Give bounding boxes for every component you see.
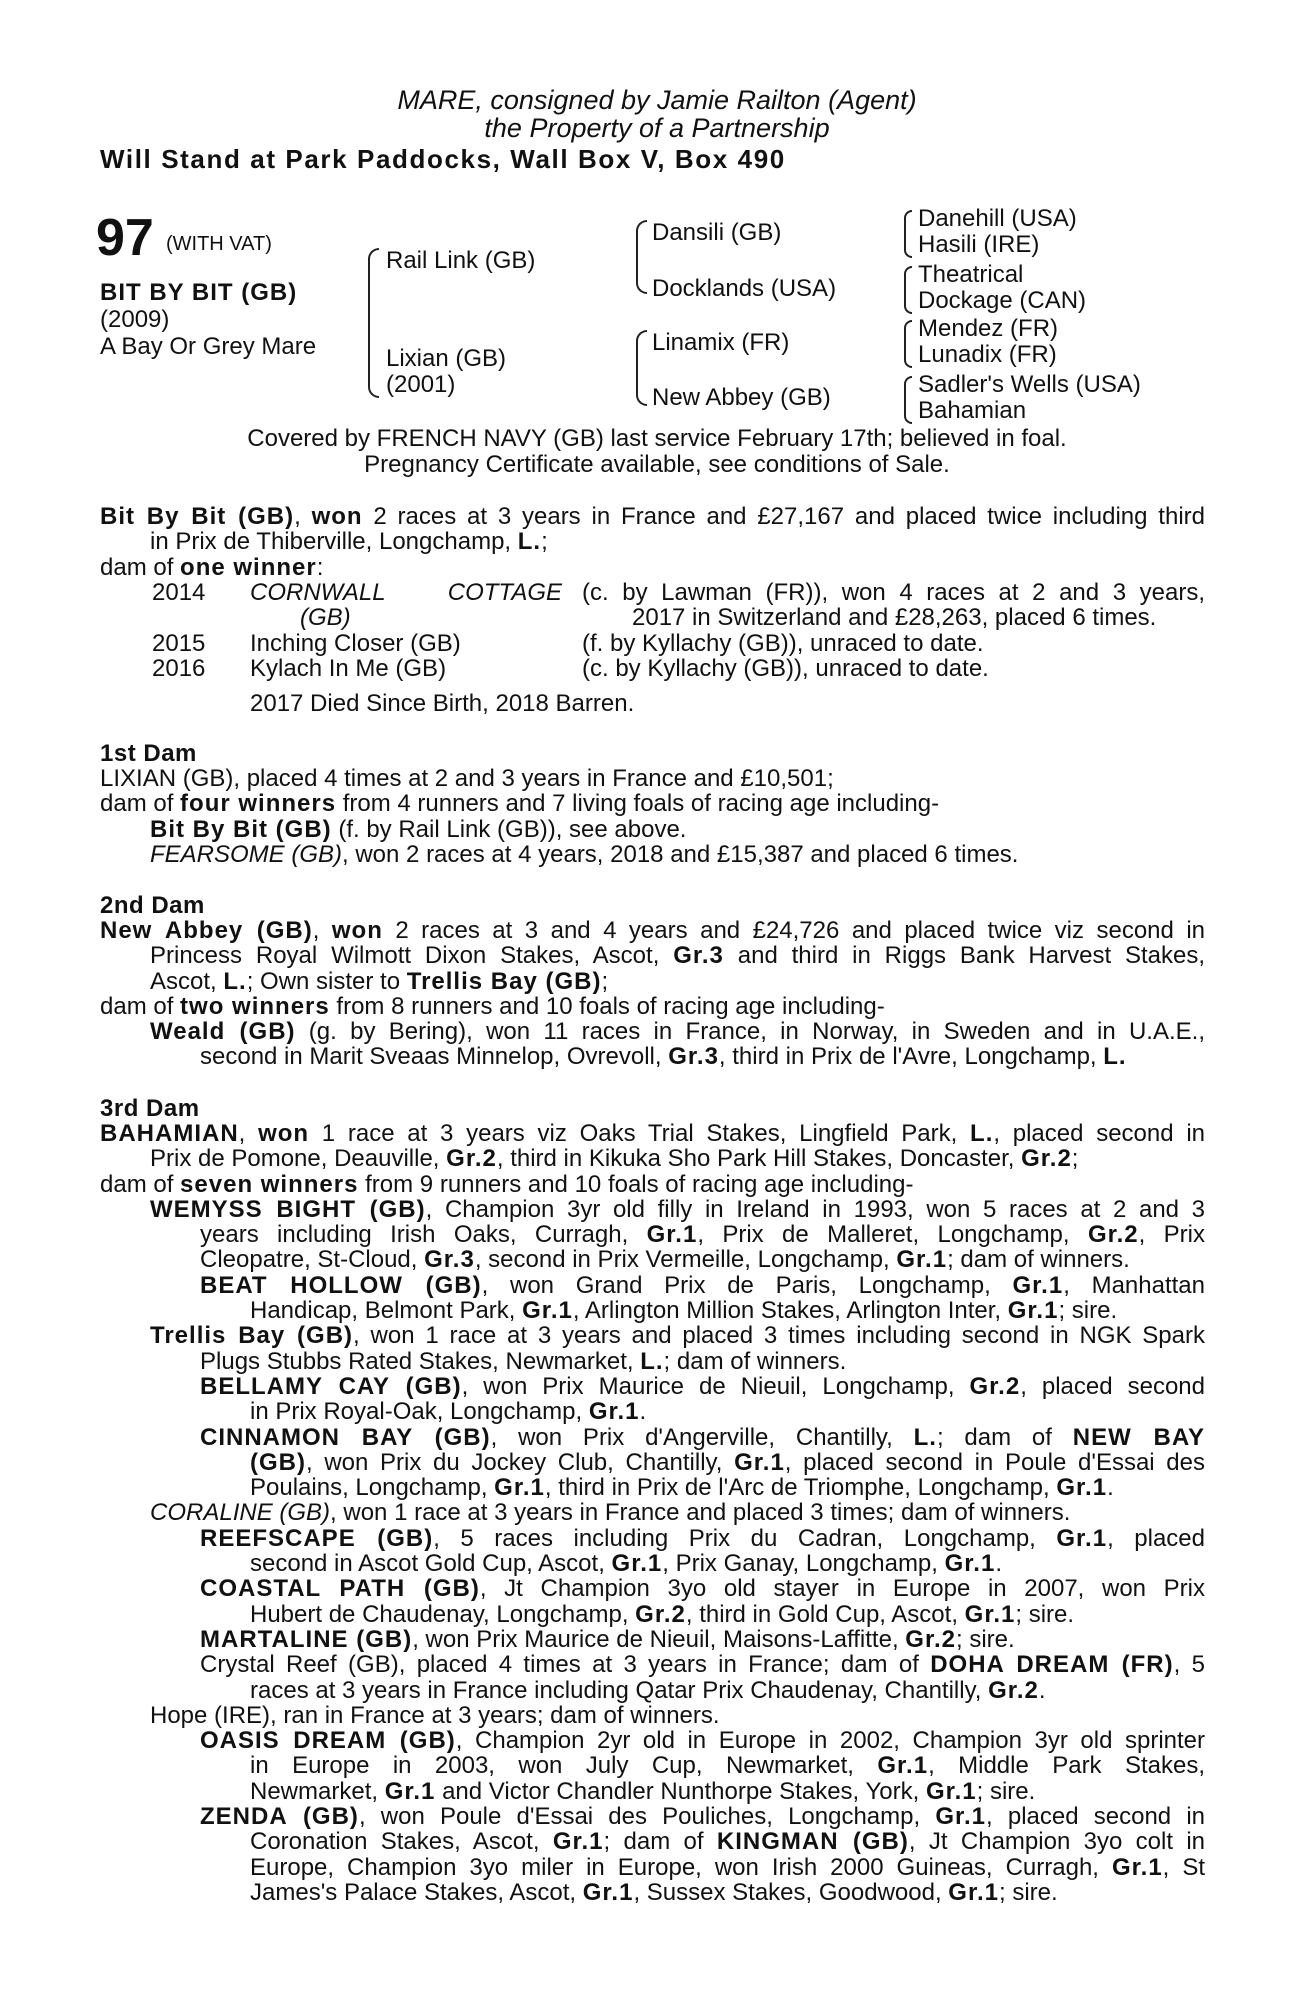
text: from 8 runners and 10 foals of racing age including-: [329, 992, 885, 1020]
text: and third in Riggs Bank Harvest Stakes,: [723, 942, 1206, 970]
produce-later: 2017 Died Since Birth, 2018 Barren.: [250, 690, 635, 717]
grade-label: Gr.3: [668, 1043, 719, 1071]
pedigree-g1: Danehill (USA): [918, 205, 1077, 232]
text: Ascot,: [150, 967, 224, 995]
text: dam of: [100, 992, 181, 1020]
third-dam-line: REEFSCAPE (GB), 5 races including Prix du Cadran, Longchamp, Gr.1, placed: [200, 1524, 1205, 1552]
pedigree-dam-dam: New Abbey (GB): [652, 384, 831, 411]
consignor-line: MARE, consigned by Jamie Railton (Agent): [397, 85, 917, 115]
punct: ;: [541, 528, 548, 556]
first-dam-line: LIXIAN (GB), placed 4 times at 2 and 3 years in France and £10,501;: [100, 765, 834, 792]
produce-details: (f. by Kyllachy (GB)), unraced to date.: [582, 630, 984, 657]
third-dam-line: Trellis Bay (GB), won 1 race at 3 years and placed 3 times including second in NGK Spark: [150, 1322, 1205, 1350]
pedigree-dam: Lixian (GB): [386, 345, 507, 372]
third-dam-line: ZENDA (GB), won Poule d'Essai des Pouliches, Longchamp, Gr.1, placed second in: [200, 1803, 1205, 1831]
produce-name-suffix: (GB): [300, 604, 351, 631]
third-dam-line: OASIS DREAM (GB), Champion 2yr old in Europe in 2002, Champion 3yr old sprinter: [200, 1727, 1206, 1755]
pedigree-g4: Dockage (CAN): [918, 287, 1087, 314]
lot-number: 97: [96, 209, 154, 267]
won-label: won: [311, 503, 363, 530]
second-dam-title: 2nd Dam: [100, 892, 205, 919]
produce-year: 2016: [152, 655, 206, 682]
third-dam-line: Crystal Reef (GB), placed 4 times at 3 years in France; dam of DOHA DREAM (FR), 5: [200, 1651, 1205, 1679]
third-dam-line: Hope (IRE), ran in France at 3 years; dam of winners.: [150, 1701, 720, 1729]
third-dam-line: in Europe in 2003, won July Cup, Newmarket, Gr.1, Middle Park Stakes,: [250, 1752, 1205, 1780]
pedigree-brace-dam: [636, 330, 647, 406]
winners-count: four winners: [180, 790, 337, 818]
pedigree-g2: Hasili (IRE): [918, 231, 1040, 258]
third-dam-line: Cleopatre, St-Cloud, Gr.3, second in Prix Vermeille, Longchamp, Gr.1; dam of winners.: [200, 1246, 1130, 1274]
pedigree-brace-g1: [904, 210, 912, 258]
third-dam-line: (GB), won Prix du Jockey Club, Chantilly, Gr.1, placed second in Poule d'Essai des: [250, 1448, 1206, 1476]
text: from 4 runners and 7 living foals of racing age including-: [336, 790, 940, 818]
sister-name: Trellis Bay (GB): [406, 967, 602, 995]
first-dam-text: [100, 766, 1205, 867]
mare-name: Bit By Bit (GB): [100, 503, 295, 530]
winners-count: two winners: [180, 992, 330, 1020]
pregnancy-line: Pregnancy Certificate available, see conditions of Sale.: [364, 451, 950, 478]
produce-name: CORNWALL COTTAGE: [250, 579, 562, 606]
pedigree-dam-year: (2001): [386, 371, 456, 398]
third-dam-line: Plugs Stubbs Rated Stakes, Newmarket, L.; dam of winners.: [200, 1347, 847, 1375]
horse-description: A Bay Or Grey Mare: [100, 333, 317, 360]
produce-name: Kylach In Me (GB): [250, 655, 447, 682]
text: ; Own sister to: [246, 967, 407, 995]
third-dam-line: COASTAL PATH (GB), Jt Champion 3yo old stayer in Europe in 2007, won Prix: [200, 1575, 1205, 1603]
third-dam-line: BEAT HOLLOW (GB), won Grand Prix de Paris, Longchamp, Gr.1, Manhattan: [200, 1271, 1206, 1299]
pedigree-g6: Lunadix (FR): [918, 341, 1057, 368]
pedigree-sire-sire: Dansili (GB): [652, 219, 782, 246]
third-dam-line: races at 3 years in France including Qatar Prix Chaudenay, Chantilly, Gr.2.: [250, 1676, 1046, 1704]
third-dam-line: James's Palace Stakes, Ascot, Gr.1, Sussex Stakes, Goodwood, Gr.1; sire.: [250, 1878, 1058, 1906]
produce-details-2: 2017 in Switzerland and £28,263, placed 6 times.: [632, 604, 1157, 631]
pedigree-dam-sire: Linamix (FR): [652, 329, 790, 356]
third-dam-line: years including Irish Oaks, Curragh, Gr.1, Prix de Malleret, Longchamp, Gr.2, Prix: [200, 1221, 1205, 1249]
third-dam-line: second in Ascot Gold Cup, Ascot, Gr.1, Prix Ganay, Longchamp, Gr.1.: [250, 1550, 1002, 1578]
text: dam of: [100, 790, 181, 818]
mare-record-text-2: in Prix de Thiberville, Longchamp,: [150, 528, 518, 556]
property-line: the Property of a Partnership: [484, 113, 830, 143]
text: , won 2 races at 4 years, 2018 and £15,387 and placed 6 times.: [342, 840, 1019, 868]
produce-year: 2015: [152, 630, 206, 657]
third-dam-line: MARTALINE (GB), won Prix Maurice de Nieuil, Maisons-Laffitte, Gr.2; sire.: [200, 1625, 1015, 1653]
punct: :: [316, 553, 324, 581]
third-dam-line: Prix de Pomone, Deauville, Gr.2, third in Kikuka Sho Park Hill Stakes, Doncaster, Gr.2;: [150, 1145, 1079, 1173]
third-dam-line: BELLAMY CAY (GB), won Prix Maurice de Nieuil, Longchamp, Gr.2, placed second: [200, 1372, 1205, 1400]
pedigree-brace-sire: [636, 220, 647, 294]
third-dam-line: BAHAMIAN, won 1 race at 3 years viz Oaks Trial Stakes, Lingfield Park, L., placed second in: [100, 1120, 1206, 1147]
produce-year: 2014: [152, 579, 206, 606]
third-dam-line: Hubert de Chaudenay, Longchamp, Gr.2, third in Gold Cup, Ascot, Gr.1; sire.: [250, 1600, 1075, 1628]
third-dam-text: [0, 1121, 1314, 1905]
horse-name: BIT BY BIT (GB): [100, 279, 298, 306]
pedigree-brace-g3: [904, 266, 912, 314]
produce-name: Inching Closer (GB): [250, 630, 461, 657]
pedigree-g5: Mendez (FR): [918, 315, 1059, 342]
winners-count: one winner: [180, 553, 317, 581]
produce-details: (c. by Kyllachy (GB)), unraced to date.: [582, 655, 989, 682]
text: Princess Royal Wilmott Dixon Stakes, Ascot,: [150, 942, 674, 970]
third-dam-line: Coronation Stakes, Ascot, Gr.1; dam of KINGMAN (GB), Jt Champion 3yo colt in: [250, 1828, 1206, 1856]
pedigree-brace-g5: [904, 320, 912, 368]
text: ;: [601, 967, 609, 995]
pedigree-sire: Rail Link (GB): [386, 247, 536, 274]
third-dam-line: in Prix Royal-Oak, Longchamp, Gr.1.: [250, 1398, 647, 1426]
progeny-name: FEARSOME (GB): [150, 840, 343, 868]
second-dam-text: New Abbey (GB), won 2 races at 3 and 4 years and £24,726 and placed twice viz second in Princess Royal Wilmott Dixon Stakes, Ascot, Gr.3 and third in Riggs Bank Harvest Stakes, Ascot, L.; Own sister to Trellis Bay (GB); dam of two winners from 8 runners and 10 foals of racing age including- Weald (GB) (g. by Bering), won 11 races in France, in Norway, in Sweden and in U.A.E., second in Marit Sveaas Minnelop, Ovrevoll, Gr.3, third in Prix de l'Avre, Longchamp, L.: [100, 917, 1206, 1071]
listed-label: L.: [517, 528, 542, 556]
pedigree-g7: Sadler's Wells (USA): [918, 371, 1141, 398]
third-dam-line: CINNAMON BAY (GB), won Prix d'Angerville, Chantilly, L.; dam of NEW BAY: [200, 1423, 1206, 1451]
progeny-name: Weald (GB): [150, 1018, 296, 1046]
won-label: won: [331, 917, 383, 944]
third-dam-line: Europe, Champion 3yo miler in Europe, won Irish 2000 Guineas, Curragh, Gr.1, St: [250, 1853, 1206, 1881]
grade-label: Gr.3: [673, 942, 724, 970]
text: 2 races at 3 and 4 years and £24,726 and placed twice viz second in: [382, 917, 1206, 944]
listed-label: L.: [223, 967, 247, 995]
text: (f. by Rail Link (GB)), see above.: [331, 815, 687, 843]
text: second in Marit Sveaas Minnelop, Ovrevoll,: [200, 1043, 669, 1071]
mare-record-text: 2 races at 3 years in France and £27,167 and placed twice including third: [362, 503, 1205, 530]
vat-note: (WITH VAT): [166, 233, 272, 255]
third-dam-title: 3rd Dam: [100, 1095, 200, 1122]
mare-record: Bit By Bit (GB), won 2 races at 3 years in France and £27,167 and placed twice including third in Prix de Thiberville, Longchamp, L.; dam of one winner:: [100, 503, 1205, 581]
third-dam-line: Poulains, Longchamp, Gr.1, third in Prix de l'Arc de Triomphe, Longchamp, Gr.1.: [250, 1474, 1114, 1502]
third-dam-line: Handicap, Belmont Park, Gr.1, Arlington Million Stakes, Arlington Inter, Gr.1; sire.: [250, 1297, 1118, 1325]
pedigree-brace-main: [368, 248, 379, 398]
pedigree-g8: Bahamian: [918, 397, 1027, 424]
progeny-name: Bit By Bit (GB): [150, 815, 332, 843]
dam-name: New Abbey (GB): [100, 917, 313, 944]
text: (g. by Bering), won 11 races in France, in Norway, in Sweden and in U.A.E.,: [295, 1018, 1205, 1046]
produce-details: (c. by Lawman (FR)), won 4 races at 2 and 3 years,: [582, 579, 1205, 606]
text: , third in Prix de l'Avre, Longchamp,: [718, 1043, 1104, 1071]
foaled-year: (2009): [100, 306, 170, 333]
third-dam-line: CORALINE (GB), won 1 race at 3 years in France and placed 3 times; dam of winners.: [150, 1499, 1071, 1527]
covering-line: Covered by FRENCH NAVY (GB) last service February 17th; believed in foal.: [247, 425, 1067, 452]
listed-label: L.: [1103, 1043, 1127, 1071]
dam-of-label: dam of: [100, 553, 181, 581]
first-dam-title: 1st Dam: [100, 740, 197, 767]
third-dam-line: Newmarket, Gr.1 and Victor Chandler Nunthorpe Stakes, York, Gr.1; sire.: [250, 1777, 1036, 1805]
pedigree-g3: Theatrical: [918, 261, 1024, 288]
third-dam-line: WEMYSS BIGHT (GB), Champion 3yr old filly in Ireland in 1993, won 5 races at 2 and 3: [150, 1195, 1206, 1223]
pedigree-sire-dam: Docklands (USA): [652, 275, 837, 302]
third-dam-line: dam of seven winners from 9 runners and 10 foals of racing age including-: [100, 1170, 914, 1198]
pedigree-brace-g7: [904, 376, 912, 424]
stand-line: Will Stand at Park Paddocks, Wall Box V, Box 490: [100, 144, 786, 174]
